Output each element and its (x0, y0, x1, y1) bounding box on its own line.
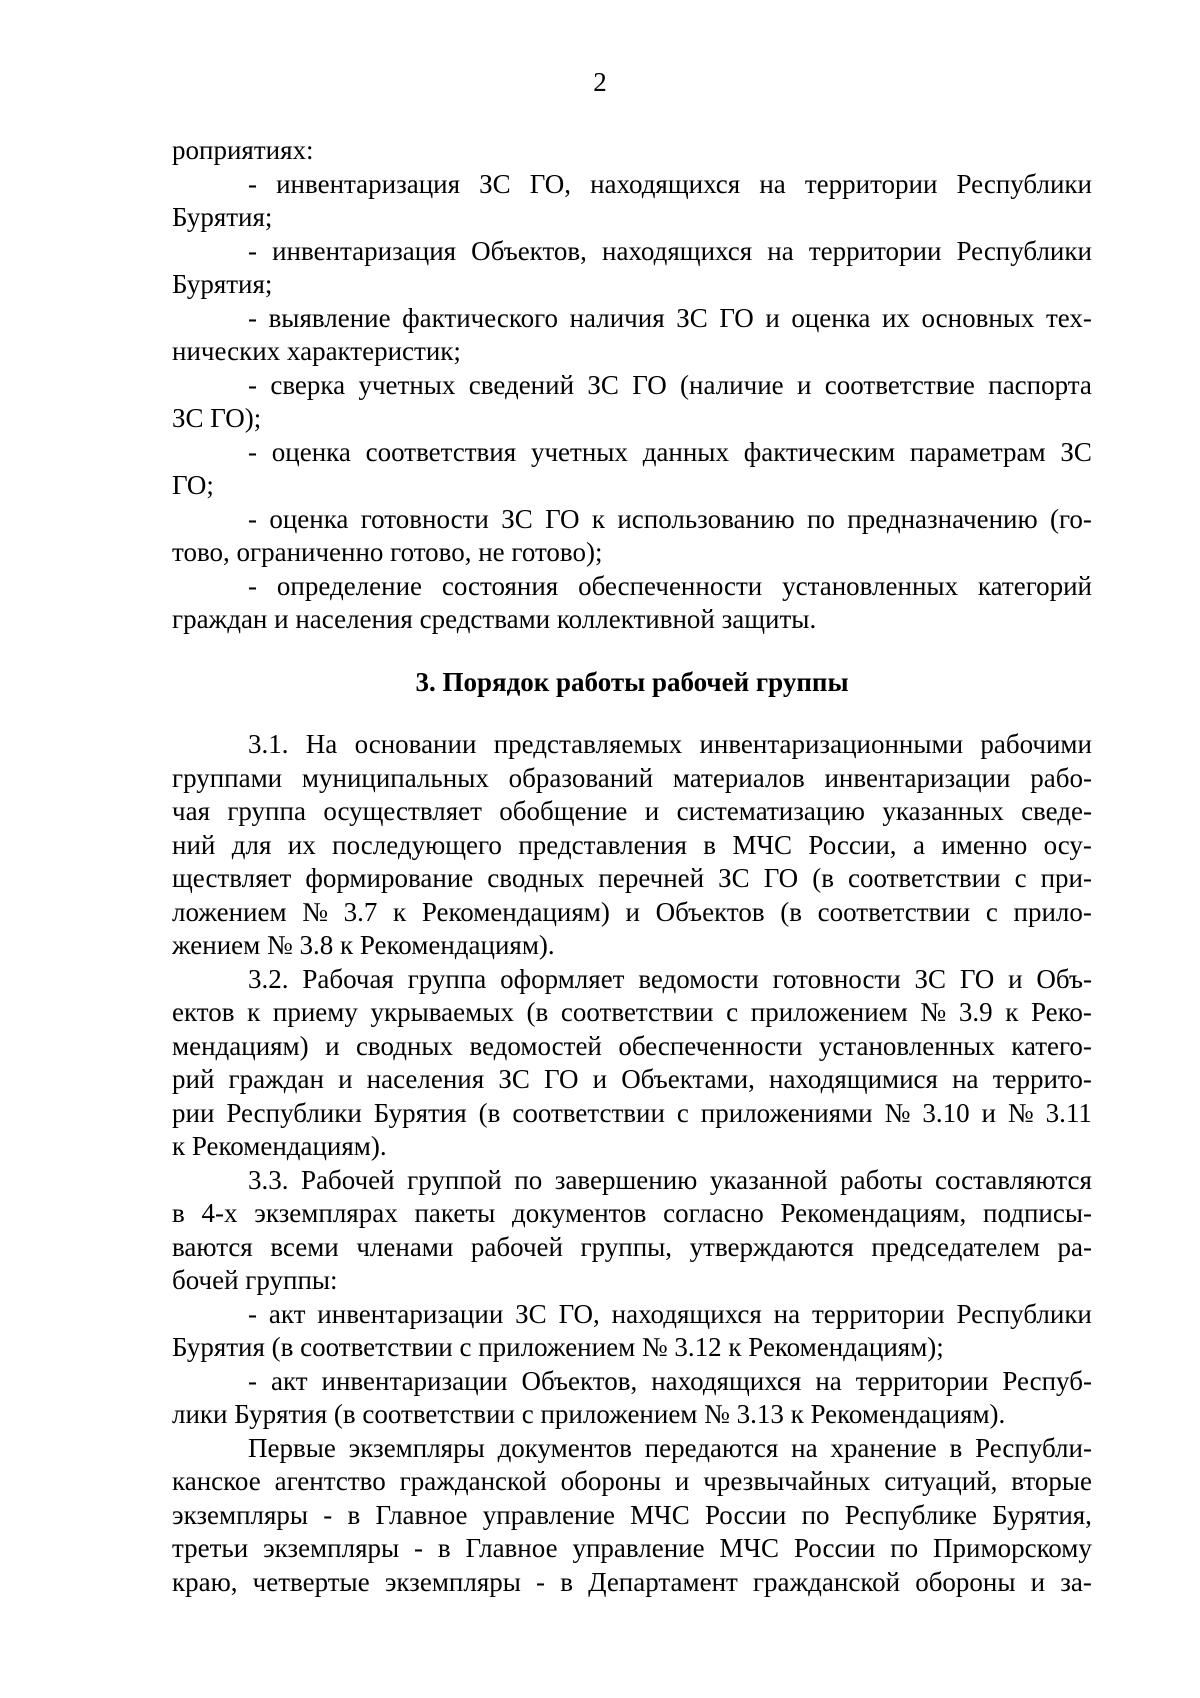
text-line: - инвентаризация ЗС ГО, находящихся на территории Республики (248, 168, 1092, 199)
text-line: Бурятия (в соответствии с приложением № 3.12 к Рекомендациям); (172, 1332, 944, 1362)
text-line: ний для их последующего представления в МЧС России, а именно осу- (172, 829, 1092, 860)
text-line: тово, ограниченно готово, не готово); (172, 537, 603, 567)
text-line: ложением № 3.7 к Рекомендациям) и Объектов (в соответствии с прило- (172, 896, 1092, 927)
text-line: экземпляры - в Главное управление МЧС России по Республике Бурятия, (172, 1499, 1092, 1530)
text-line: - сверка учетных сведений ЗС ГО (наличие и соответствие паспорта (248, 369, 1092, 400)
section-3-heading: 3. Порядок работы рабочей группы (415, 666, 849, 697)
text-line: - инвентаризация Объектов, находящихся на территории Республики (248, 235, 1092, 266)
text-line: рий граждан и населения ЗС ГО и Объектами, находящимися на террито- (172, 1064, 1092, 1094)
page-number: 2 (593, 67, 607, 97)
text-line: третьи экземпляры - в Главное управление МЧС России по Приморскому (172, 1533, 1092, 1563)
text-line: нических характеристик; (172, 336, 461, 366)
text-line: чая группа осуществляет обобщение и систематизацию указанных сведе- (172, 796, 1092, 826)
text-line: рии Республики Бурятия (в соответствии с приложениями № 3.10 и № 3.11 (172, 1097, 1092, 1128)
document-body (172, 134, 1092, 1599)
text-line: ГО; (172, 470, 214, 500)
text-line: ектов к приему укрываемых (в соответствии с приложением № 3.9 к Реко- (172, 997, 1092, 1027)
text-line: ществляет формирование сводных перечней ЗС ГО (в соответствии с при- (172, 863, 1092, 893)
text-line: - оценка готовности ЗС ГО к использованию по предназначению (го- (248, 503, 1092, 534)
text-line: группами муниципальных образований материалов инвентаризации рабо- (172, 762, 1092, 793)
text-line: 3.3. Рабочей группой по завершению указанной работы составляются (248, 1164, 1092, 1195)
text-line: роприятиях: (172, 135, 314, 165)
text-line: жением № 3.8 к Рекомендациям). (172, 930, 555, 960)
text-line: 3.2. Рабочая группа оформляет ведомости готовности ЗС ГО и Объ- (248, 963, 1092, 994)
text-line: Бурятия; (172, 269, 273, 299)
section-2-list (172, 134, 1092, 637)
text-line: бочей группы: (172, 1265, 338, 1295)
text-line: Первые экземпляры документов передаются на хранение в Республи- (248, 1432, 1092, 1463)
text-line: краю, четвертые экземпляры - в Департамент гражданской обороны и за- (172, 1566, 1092, 1597)
text-line: к Рекомендациям). (172, 1131, 387, 1161)
text-line: лики Бурятия (в соответствии с приложением № 3.13 к Рекомендациям). (172, 1399, 1006, 1429)
text-line: ваются всеми членами рабочей группы, утверждаются председателем ра- (172, 1231, 1092, 1262)
text-line: 3.1. На основании представляемых инвентаризационными рабочими (248, 729, 1092, 759)
text-line: мендациям) и сводных ведомостей обеспеченности установленных катего- (172, 1030, 1092, 1061)
text-line: в 4-х экземплярах пакеты документов согласно Рекомендациям, подписы- (172, 1198, 1092, 1228)
text-line: канское агентство гражданской обороны и чрезвычайных ситуаций, вторые (172, 1466, 1092, 1496)
text-line: - акт инвентаризации ЗС ГО, находящихся на территории Республики (248, 1298, 1092, 1329)
section-3-body (172, 728, 1092, 1599)
text-line: - определение состояния обеспеченности установленных категорий (248, 570, 1092, 601)
text-line: - оценка соответствия учетных данных фактическим параметрам ЗС (248, 436, 1092, 467)
text-line: - выявление фактического наличия ЗС ГО и оценка их основных тех- (248, 302, 1092, 333)
text-line: Бурятия; (172, 202, 273, 232)
text-line: ЗС ГО); (172, 403, 262, 433)
text-line: - акт инвентаризации Объектов, находящихся на территории Респуб- (248, 1365, 1092, 1396)
text-line: граждан и населения средствами коллективной защиты. (172, 604, 817, 634)
